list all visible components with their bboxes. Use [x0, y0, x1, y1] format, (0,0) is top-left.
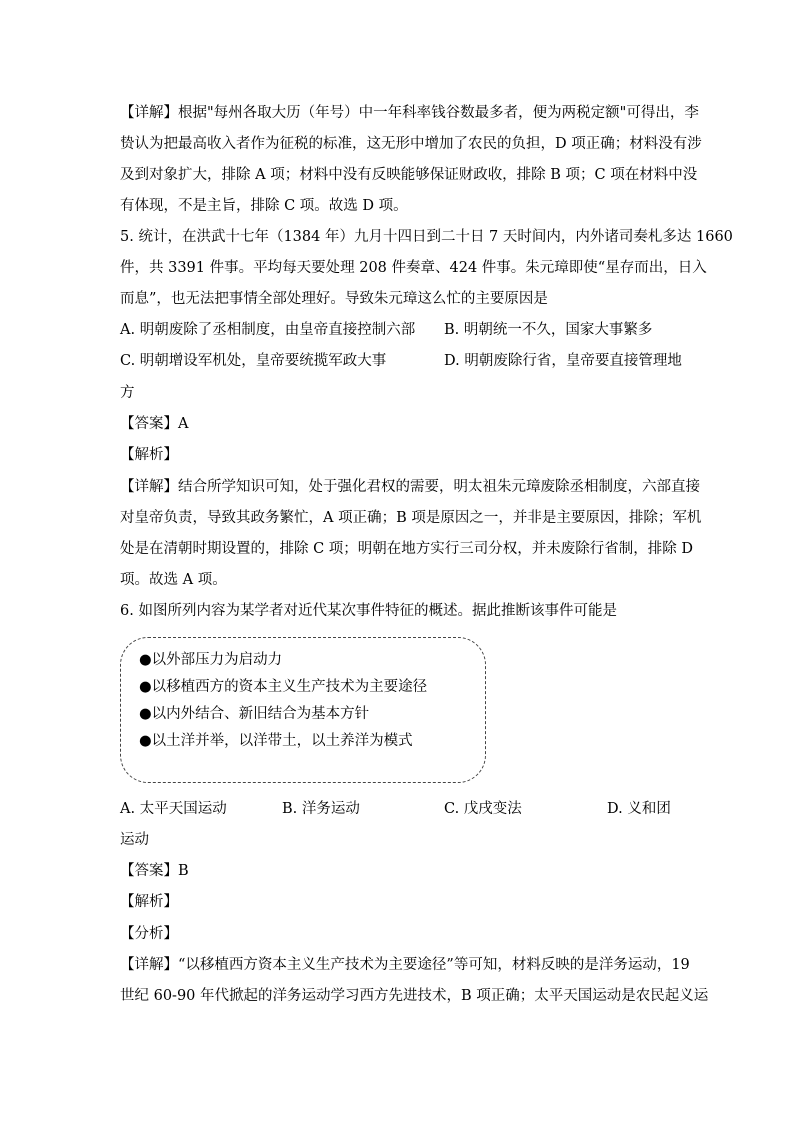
question-5-stem: 件，共 3391 件事。平均每天要处理 208 件奏章、424 件事。朱元璋即使“星存而出，日入	[120, 260, 707, 276]
q6-analysis-heading: 【解析】	[120, 894, 178, 910]
q6-option-a: A. 太平天国运动	[120, 801, 227, 817]
q5-detail: 对皇帝负责，导致其政务繁忙，A 项正确；B 项是原因之一，并非是主要原因，排除；军机	[120, 510, 702, 526]
feature-item: ●以移植西方的资本主义生产技术为主要途径	[139, 679, 428, 695]
q5-detail: 【详解】结合所学知识可知，处于强化君权的需要，明太祖朱元璋废除丞相制度，六部直接	[120, 479, 700, 495]
question-5-stem: 而息”，也无法把事情全部处理好。导致朱元璋这么忙的主要原因是	[120, 291, 548, 307]
q6-option-d: D. 义和团	[607, 801, 671, 817]
q6-option-b: B. 洋务运动	[282, 801, 360, 817]
q5-option-b: B. 明朝统一不久，国家大事繁多	[444, 322, 653, 338]
text-line: 【详解】根据"每州各取大历（年号）中一年科率钱谷数最多者，便为两税定额"可得出，李	[120, 105, 699, 121]
q5-analysis-heading: 【解析】	[120, 447, 178, 463]
text-line: 有体现，不是主旨，排除 C 项。故选 D 项。	[120, 198, 408, 214]
q5-option-a: A. 明朝废除了丞相制度，由皇帝直接控制六部	[120, 322, 416, 338]
q6-option-c: C. 戊戌变法	[444, 801, 522, 817]
text-line: 贽认为把最高收入者作为征税的标准，这无形中增加了农民的负担，D 项正确；材料没有涉	[120, 136, 702, 152]
q5-option-c: C. 明朝增设军机处，皇帝要统揽军政大事	[120, 353, 387, 369]
q5-option-d-continued: 方	[120, 385, 135, 401]
question-5-stem: 5. 统计，在洪武十七年（1384 年）九月十四日到二十日 7 天时间内，内外诸司奏札多达 1660	[120, 229, 733, 245]
text-line: 及到对象扩大，排除 A 项；材料中没有反映能够保证财政收，排除 B 项；C 项在材料中没	[120, 167, 698, 183]
q5-detail: 处是在清朝时期设置的，排除 C 项；明朝在地方实行三司分权，并未废除行省制，排除 D	[120, 541, 694, 557]
feature-item: ●以外部压力为启动力	[139, 652, 283, 668]
q5-option-d: D. 明朝废除行省，皇帝要直接管理地	[444, 353, 682, 369]
feature-item: ●以土洋并举，以洋带土，以土养洋为模式	[139, 733, 413, 749]
feature-item: ●以内外结合、新旧结合为基本方针	[139, 706, 370, 722]
q6-fenxi-heading: 【分析】	[120, 926, 178, 942]
question-6-stem: 6. 如图所列内容为某学者对近代某次事件特征的概述。据此推断该事件可能是	[120, 603, 617, 619]
q6-option-d-continued: 运动	[120, 832, 149, 848]
q6-detail: 【详解】“以移植西方资本主义生产技术为主要途径”等可知，材料反映的是洋务运动，19	[120, 957, 690, 973]
q5-detail: 项。故选 A 项。	[120, 572, 227, 588]
feature-box	[120, 637, 486, 783]
q6-answer: 【答案】B	[120, 863, 189, 879]
q5-answer: 【答案】A	[120, 416, 189, 432]
q6-detail: 世纪 60-90 年代掀起的洋务运动学习西方先进技术，B 项正确；太平天国运动是农民起义运	[120, 988, 709, 1004]
